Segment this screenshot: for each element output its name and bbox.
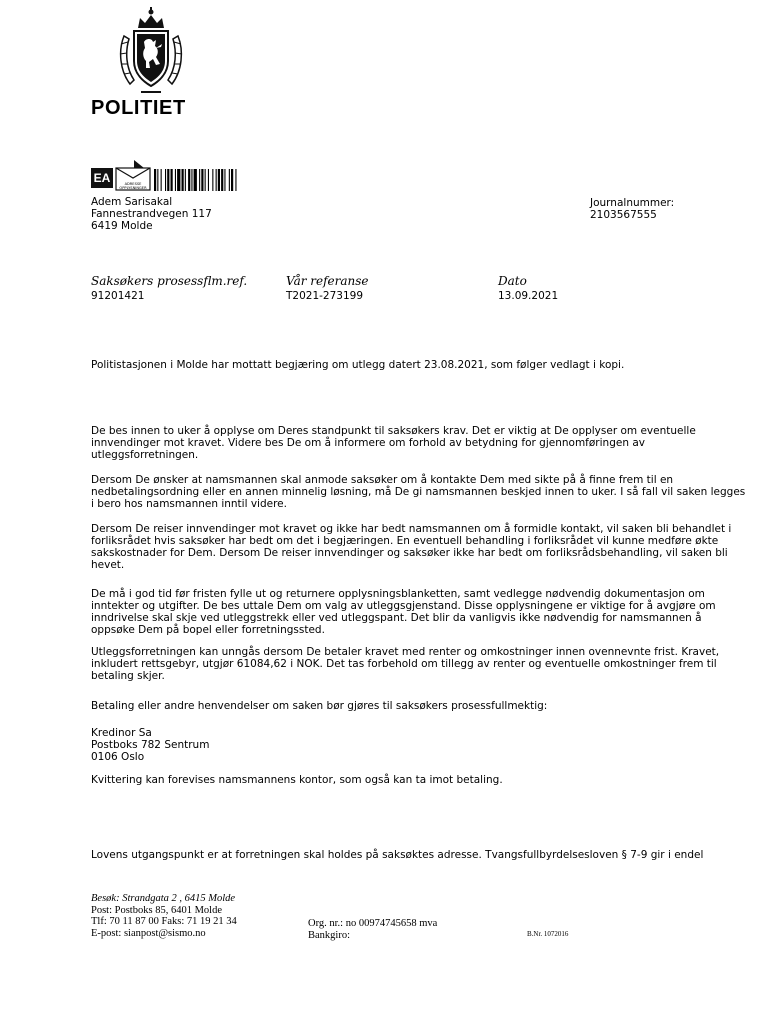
envelope-text-1: ADRESSE — [124, 182, 142, 186]
barcode-bar — [235, 169, 236, 191]
journal-number: 2103567555 — [590, 209, 657, 221]
barcode-bar — [218, 169, 220, 191]
footer-post: Post: Postboks 85, 6401 Molde — [91, 904, 222, 916]
recipient-postal: 6419 Molde — [91, 220, 153, 232]
barcode-bar — [177, 169, 180, 191]
ea-label: EA — [91, 168, 113, 188]
barcode-bar — [205, 169, 206, 191]
footer-org-number: Org. nr.: no 00974745658 mva — [308, 918, 438, 929]
barcode-bar — [157, 169, 158, 191]
intro-paragraph — [91, 359, 746, 371]
our-ref-value: T2021-273199 — [286, 290, 364, 302]
recipient-address — [91, 196, 391, 232]
paragraph-4-text: De må i god tid før fristen fylle ut og returnere opplysningsblanketten, samt vedlegge nødvendig dokumentasjon om inntekter og utgifter. De bes uttale Dem om valg av utleggsgjenstand. Disse opplysningene er viktige for å avgjøre om inndrivelse skal skje ved utleggstrekk eller ved utleggspant. Det blir da vanligvis ikke nødvendig for namsmannen å oppsøke Dem på bopel eller forretningssted. — [91, 588, 716, 636]
barcode-bar — [185, 169, 186, 191]
creditor-address — [91, 727, 746, 763]
paragraph-3-text: Dersom De reiser innvendinger mot kravet og ikke har bedt namsmannen om å formidle kontakt, vil saken bli behandlet i forliksrådet hvis saksøker har bedt om det i begjæringen. En eventuell behandling i forliksrådet vil kunne medføre økte sakskostnader for Dem. Dersom De reiser innvendinger og saksøker ikke har bedt om forliksrådsbehandling, vil saken bli hevet. — [91, 523, 732, 571]
paragraph-6-text: Betaling eller andre henvendelser om saken bør gjøres til saksøkers prosessfullmektig: — [91, 700, 548, 712]
paragraph-8 — [91, 849, 746, 861]
police-wordmark: POLITIET — [91, 97, 186, 119]
claimant-ref-label: Saksøkers prosessflm.ref. — [91, 274, 248, 288]
claimant-ref-value: 91201421 — [91, 290, 145, 302]
paragraph-6 — [91, 700, 746, 712]
journal-label: Journalnummer: — [590, 197, 675, 209]
barcode-bar — [229, 169, 230, 191]
barcode-bar — [161, 169, 162, 191]
barcode-bar — [201, 169, 203, 191]
footer-email: E-post: sianpost@sismo.no — [91, 927, 206, 939]
barcode-bar — [175, 169, 176, 191]
barcode-bar — [221, 169, 223, 191]
barcode-bar — [212, 169, 213, 191]
barcode — [154, 169, 294, 191]
envelope-icon — [114, 158, 152, 192]
envelope-text-2: OPPLYSNINGER — [119, 186, 147, 190]
barcode-bar — [199, 169, 200, 191]
footer-bankgiro: Bankgiro: — [308, 929, 350, 941]
footer-bnr: B.Nr. 1072016 — [527, 930, 569, 938]
barcode-bar — [216, 169, 217, 191]
barcode-bar — [224, 169, 225, 191]
date-value: 13.09.2021 — [498, 290, 559, 302]
our-ref-label: Vår referanse — [286, 274, 369, 288]
paragraph-2 — [91, 474, 746, 510]
paragraph-7-text: Kvittering kan forevises namsmannens kontor, som også kan ta imot betaling. — [91, 774, 503, 786]
journal-block — [590, 197, 674, 221]
date-label: Dato — [498, 274, 527, 288]
paragraph-5 — [91, 646, 746, 682]
barcode-bar — [188, 169, 190, 191]
creditor-street: Postboks 782 Sentrum — [91, 739, 210, 751]
paragraph-5-text: Utleggsforretningen kan unngås dersom De betaler kravet med renter og omkostninger innen ovennevnte frist. Kravet, inkludert rettsgebyr, utgjør 61084,62 i NOK. Det tas forbehold om tillegg av renter og eventuelle omkostninger frem til betaling skjer. — [91, 646, 720, 682]
barcode-bar — [154, 169, 156, 191]
creditor-name: Kredinor Sa — [91, 727, 152, 739]
creditor-postal: 0106 Oslo — [91, 751, 145, 763]
paragraph-4 — [91, 588, 746, 636]
barcode-bar — [194, 169, 197, 191]
barcode-bar — [208, 169, 209, 191]
barcode-bar — [171, 169, 173, 191]
recipient-street: Fannestrandvegen 117 — [91, 208, 212, 220]
barcode-bar — [167, 169, 169, 191]
footer-phone: Tlf: 70 11 87 00 Faks: 71 19 21 34 — [91, 916, 237, 927]
paragraph-1-text: De bes innen to uker å opplyse om Deres standpunkt til saksøkers krav. Det er viktig at De opplyser om eventuelle innvendinger mot kravet. Videre bes De om å informere om forhold av betydning for gjennomføringen av utleggsforretningen. — [91, 425, 696, 461]
intro-text: Politistasjonen i Molde har mottatt begjæring om utlegg datert 23.08.2021, som følger vedlagt i kopi. — [91, 359, 625, 371]
paragraph-7 — [91, 774, 746, 786]
paragraph-8-text: Lovens utgangspunkt er at forretningen skal holdes på saksøktes adresse. Tvangsfullbyrdelsesloven § 7-9 gir i endel — [91, 849, 704, 861]
paragraph-2-text: Dersom De ønsker at namsmannen skal anmode saksøker om å kontakte Dem med sikte på å finne frem til en nedbetalingsordning eller en annen minnelig løsning, må De gi namsmannen beskjed innen to uker. I så fall vil saken legges i bero hos namsmannen inntil videre. — [91, 474, 746, 510]
barcode-bar — [165, 169, 166, 191]
police-crest-logo — [116, 6, 186, 96]
barcode-bar — [231, 169, 233, 191]
barcode-bar — [182, 169, 184, 191]
barcode-bar — [191, 169, 192, 191]
recipient-name: Adem Sarisakal — [91, 196, 173, 208]
footer-contact — [91, 893, 237, 939]
footer-visit: Besøk: Strandgata 2 , 6415 Molde — [91, 893, 236, 904]
paragraph-1 — [91, 425, 746, 461]
footer-org — [308, 918, 437, 941]
paragraph-3 — [91, 523, 746, 571]
